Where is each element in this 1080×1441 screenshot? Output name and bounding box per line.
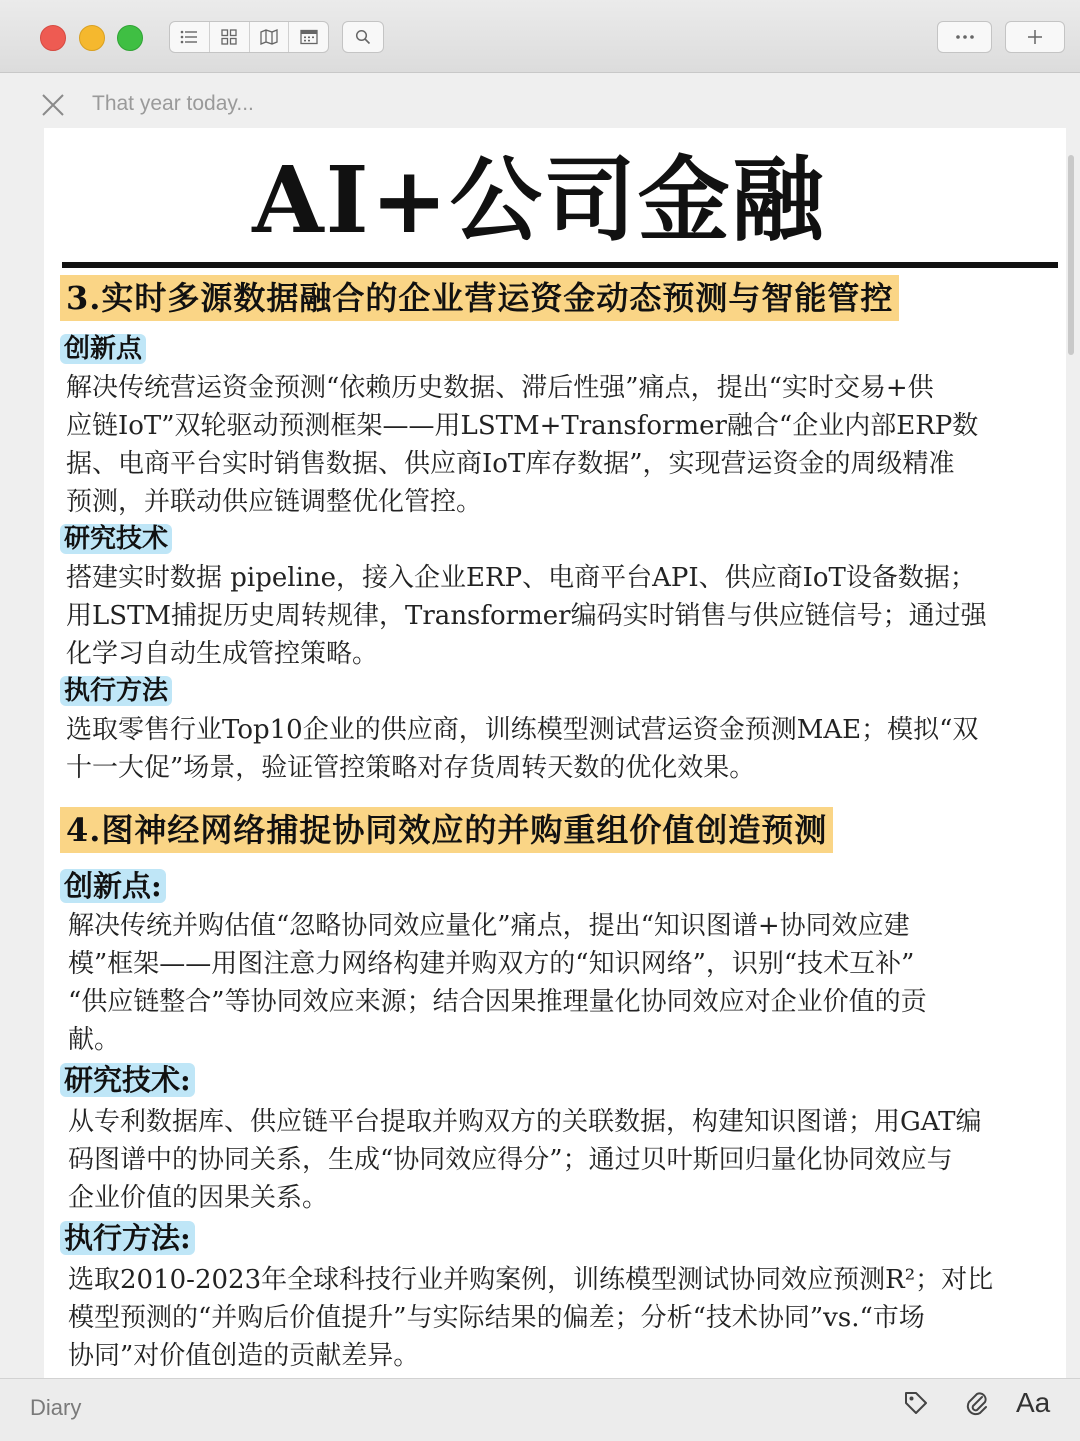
map-view-button[interactable] [250, 22, 290, 52]
list-view-button[interactable] [170, 22, 210, 52]
paperclip-icon[interactable] [964, 1389, 990, 1417]
more-icon [955, 34, 975, 40]
close-window-button[interactable] [40, 25, 66, 51]
label-research-tech: 研究技术 [60, 522, 172, 556]
window-titlebar [0, 0, 1080, 73]
title-divider [62, 262, 1058, 268]
grid-view-button[interactable] [210, 22, 250, 52]
search-icon [355, 29, 371, 45]
minimize-window-button[interactable] [79, 25, 105, 51]
paragraph-method-2: 选取2010-2023年全球科技行业并购案例，训练模型测试协同效应预测R²；对比 模型预测的“并购后价值提升”与实际结果的偏差；分析“技术协同”vs.“市场 协同”对价值创造的贡献差异。 [68, 1265, 994, 1371]
zoom-window-button[interactable] [117, 25, 143, 51]
paragraph-research-tech-2: 从专利数据库、供应链平台提取并购双方的关联数据，构建知识图谱；用GAT编 码图谱中的协同关系，生成“协同效应得分”；通过贝叶斯回归量化协同效应与 企业价值的因果关系。 [68, 1107, 982, 1213]
label-method: 执行方法 [60, 674, 172, 708]
label-research-tech-2: 研究技术: [60, 1063, 195, 1097]
label-innovation-2: 创新点: [60, 869, 166, 903]
journal-selector[interactable]: Diary [30, 1395, 82, 1420]
title-placeholder[interactable]: That year today... [92, 92, 254, 115]
paragraph-research-tech: 搭建实时数据 pipeline，接入企业ERP、电商平台API、供应商IoT设备数据； 用LSTM捕捉历史周转规律，Transformer编码实时销售与供应链信号；通过强 化学习自动生成管控策略。 [66, 563, 987, 669]
vertical-scrollbar[interactable] [1068, 155, 1074, 355]
paragraph-innovation-2: 解决传统并购估值“忽略协同效应量化”痛点，提出“知识图谱+协同效应建 模”框架——用图注意力网络构建并购双方的“知识网络”，识别“技术互补” “供应链整合”等协同效应来源；结合因果推理量化协同效应对企业价值的贡 献。 [68, 911, 927, 1055]
calendar-icon [300, 29, 318, 45]
close-icon[interactable] [41, 93, 65, 117]
view-switcher [169, 21, 329, 53]
list-icon [180, 30, 198, 44]
map-icon [260, 29, 278, 45]
note-image [44, 128, 1066, 1378]
section-heading-3: 3.实时多源数据融合的企业营运资金动态预测与智能管控 [60, 275, 899, 321]
paragraph-innovation: 解决传统营运资金预测“依赖历史数据、滞后性强”痛点，提出“实时交易+供 应链IoT”双轮驱动预测框架——用LSTM+Transformer融合“企业内部ERP数 据、电商平台实时销售数据、供应商IoT库存数据”，实现营运资金的周级精准 预测，并联动供应链调整优化管控。 [66, 373, 979, 517]
label-method-2: 执行方法: [60, 1221, 195, 1255]
note-title: AI+公司金融 [252, 146, 826, 254]
section-heading-4: 4.图神经网络捕捉协同效应的并购重组价值创造预测 [60, 807, 833, 853]
font-settings-button[interactable]: Aa [1016, 1387, 1051, 1418]
tag-icon[interactable] [903, 1390, 929, 1416]
new-entry-button[interactable] [1005, 21, 1065, 53]
grid-icon [221, 29, 237, 45]
calendar-view-button[interactable] [289, 22, 328, 52]
plus-icon [1027, 29, 1043, 45]
label-innovation: 创新点 [60, 332, 146, 366]
paragraph-method: 选取零售行业Top10企业的供应商，训练模型测试营运资金预测MAE；模拟“双 十一大促”场景，验证管控策略对存货周转天数的优化效果。 [66, 715, 979, 783]
more-button[interactable] [937, 21, 992, 53]
search-button[interactable] [342, 21, 384, 53]
